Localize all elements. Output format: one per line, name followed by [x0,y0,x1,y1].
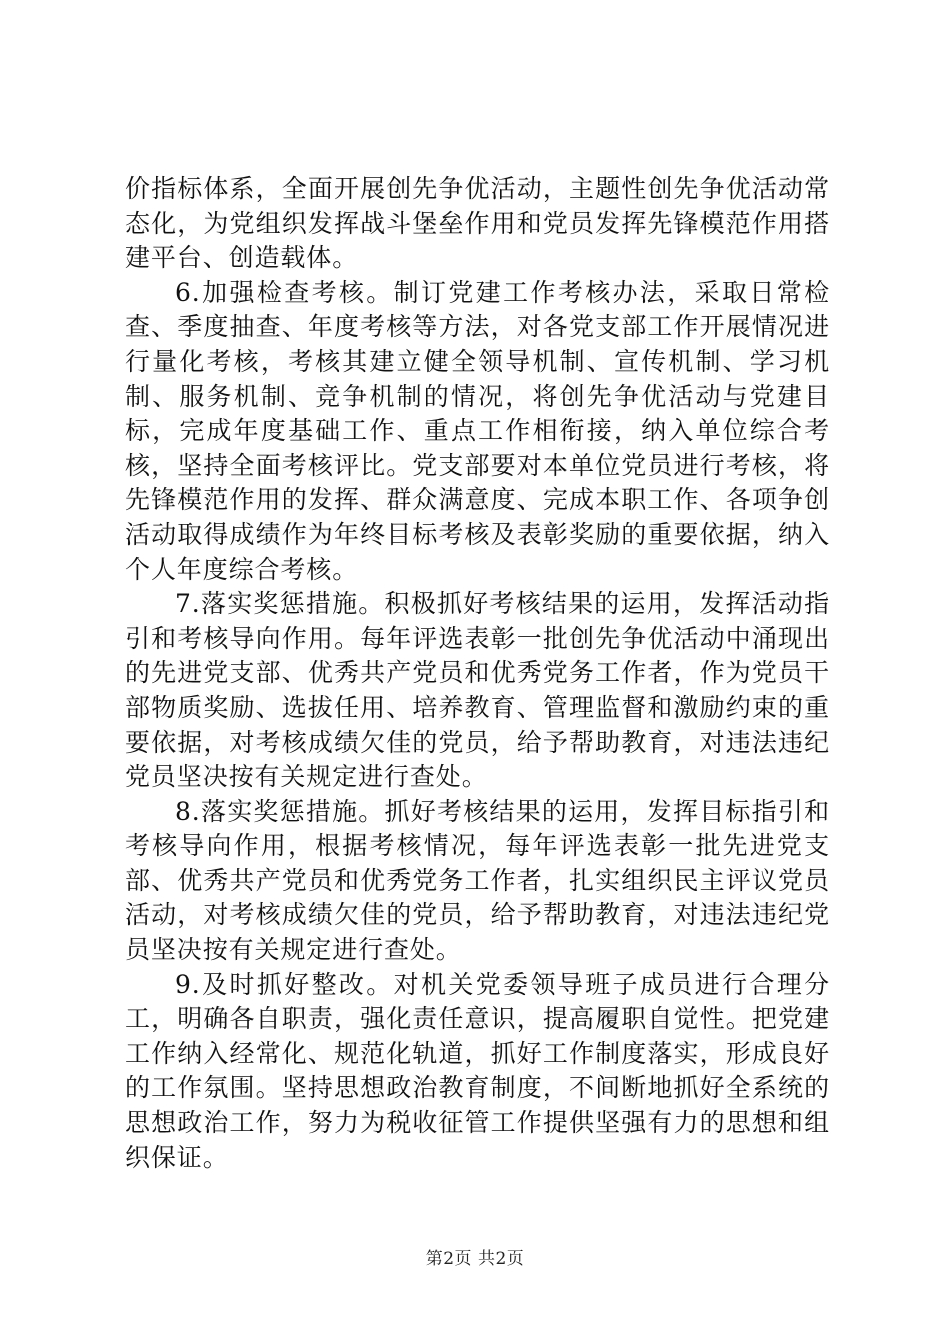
paragraph-item-7: 7.落实奖惩措施。积极抓好考核结果的运用，发挥活动指引和考核导向作用。每年评选表彰一批创先争优活动中涌现出的先进党支部、优秀共产党员和优秀党务工作者，作为党员干部物质奖励、选拔任用、培养教育、管理监督和激励约束的重要依据，对考核成绩欠佳的党员，给予帮助教育，对违法违纪党员坚决按有关规定进行查处。 [125,589,830,792]
paragraph-item-8: 8.落实奖惩措施。抓好考核结果的运用，发挥目标指引和考核导向作用，根据考核情况，每年评选表彰一批先进党支部、优秀共产党员和优秀党务工作者，扎实组织民主评议党员活动，对考核成绩欠佳的党员，给予帮助教育，对违法违纪党员坚决按有关规定进行查处。 [125,796,830,965]
page-number-label: 第2页 共2页 [425,1249,525,1269]
page-footer [0,1244,950,1269]
paragraph-continuation: 价指标体系，全面开展创先争优活动，主题性创先争优活动常态化，为党组织发挥战斗堡垒作用和党员发挥先锋模范作用搭建平台、创造载体。 [125,174,830,273]
document-body [125,172,830,1175]
paragraph-item-9: 9.及时抓好整改。对机关党委领导班子成员进行合理分工，明确各自职责，强化责任意识，提高履职自觉性。把党建工作纳入经常化、规范化轨道，抓好工作制度落实，形成良好的工作氛围。坚持思想政治教育制度，不间断地抓好全系统的思想政治工作，努力为税收征管工作提供坚强有力的思想和组织保证。 [125,969,830,1172]
paragraph-item-6: 6.加强检查考核。制订党建工作考核办法，采取日常检查、季度抽查、年度考核等方法，对各党支部工作开展情况进行量化考核，考核其建立健全领导机制、宣传机制、学习机制、服务机制、竞争机制的情况，将创先争优活动与党建目标，完成年度基础工作、重点工作相衔接，纳入单位综合考核，坚持全面考核评比。党支部要对本单位党员进行考核，将先锋模范作用的发挥、群众满意度、完成本职工作、各项争创活动取得成绩作为年终目标考核及表彰奖励的重要依据，纳入个人年度综合考核。 [125,277,830,584]
